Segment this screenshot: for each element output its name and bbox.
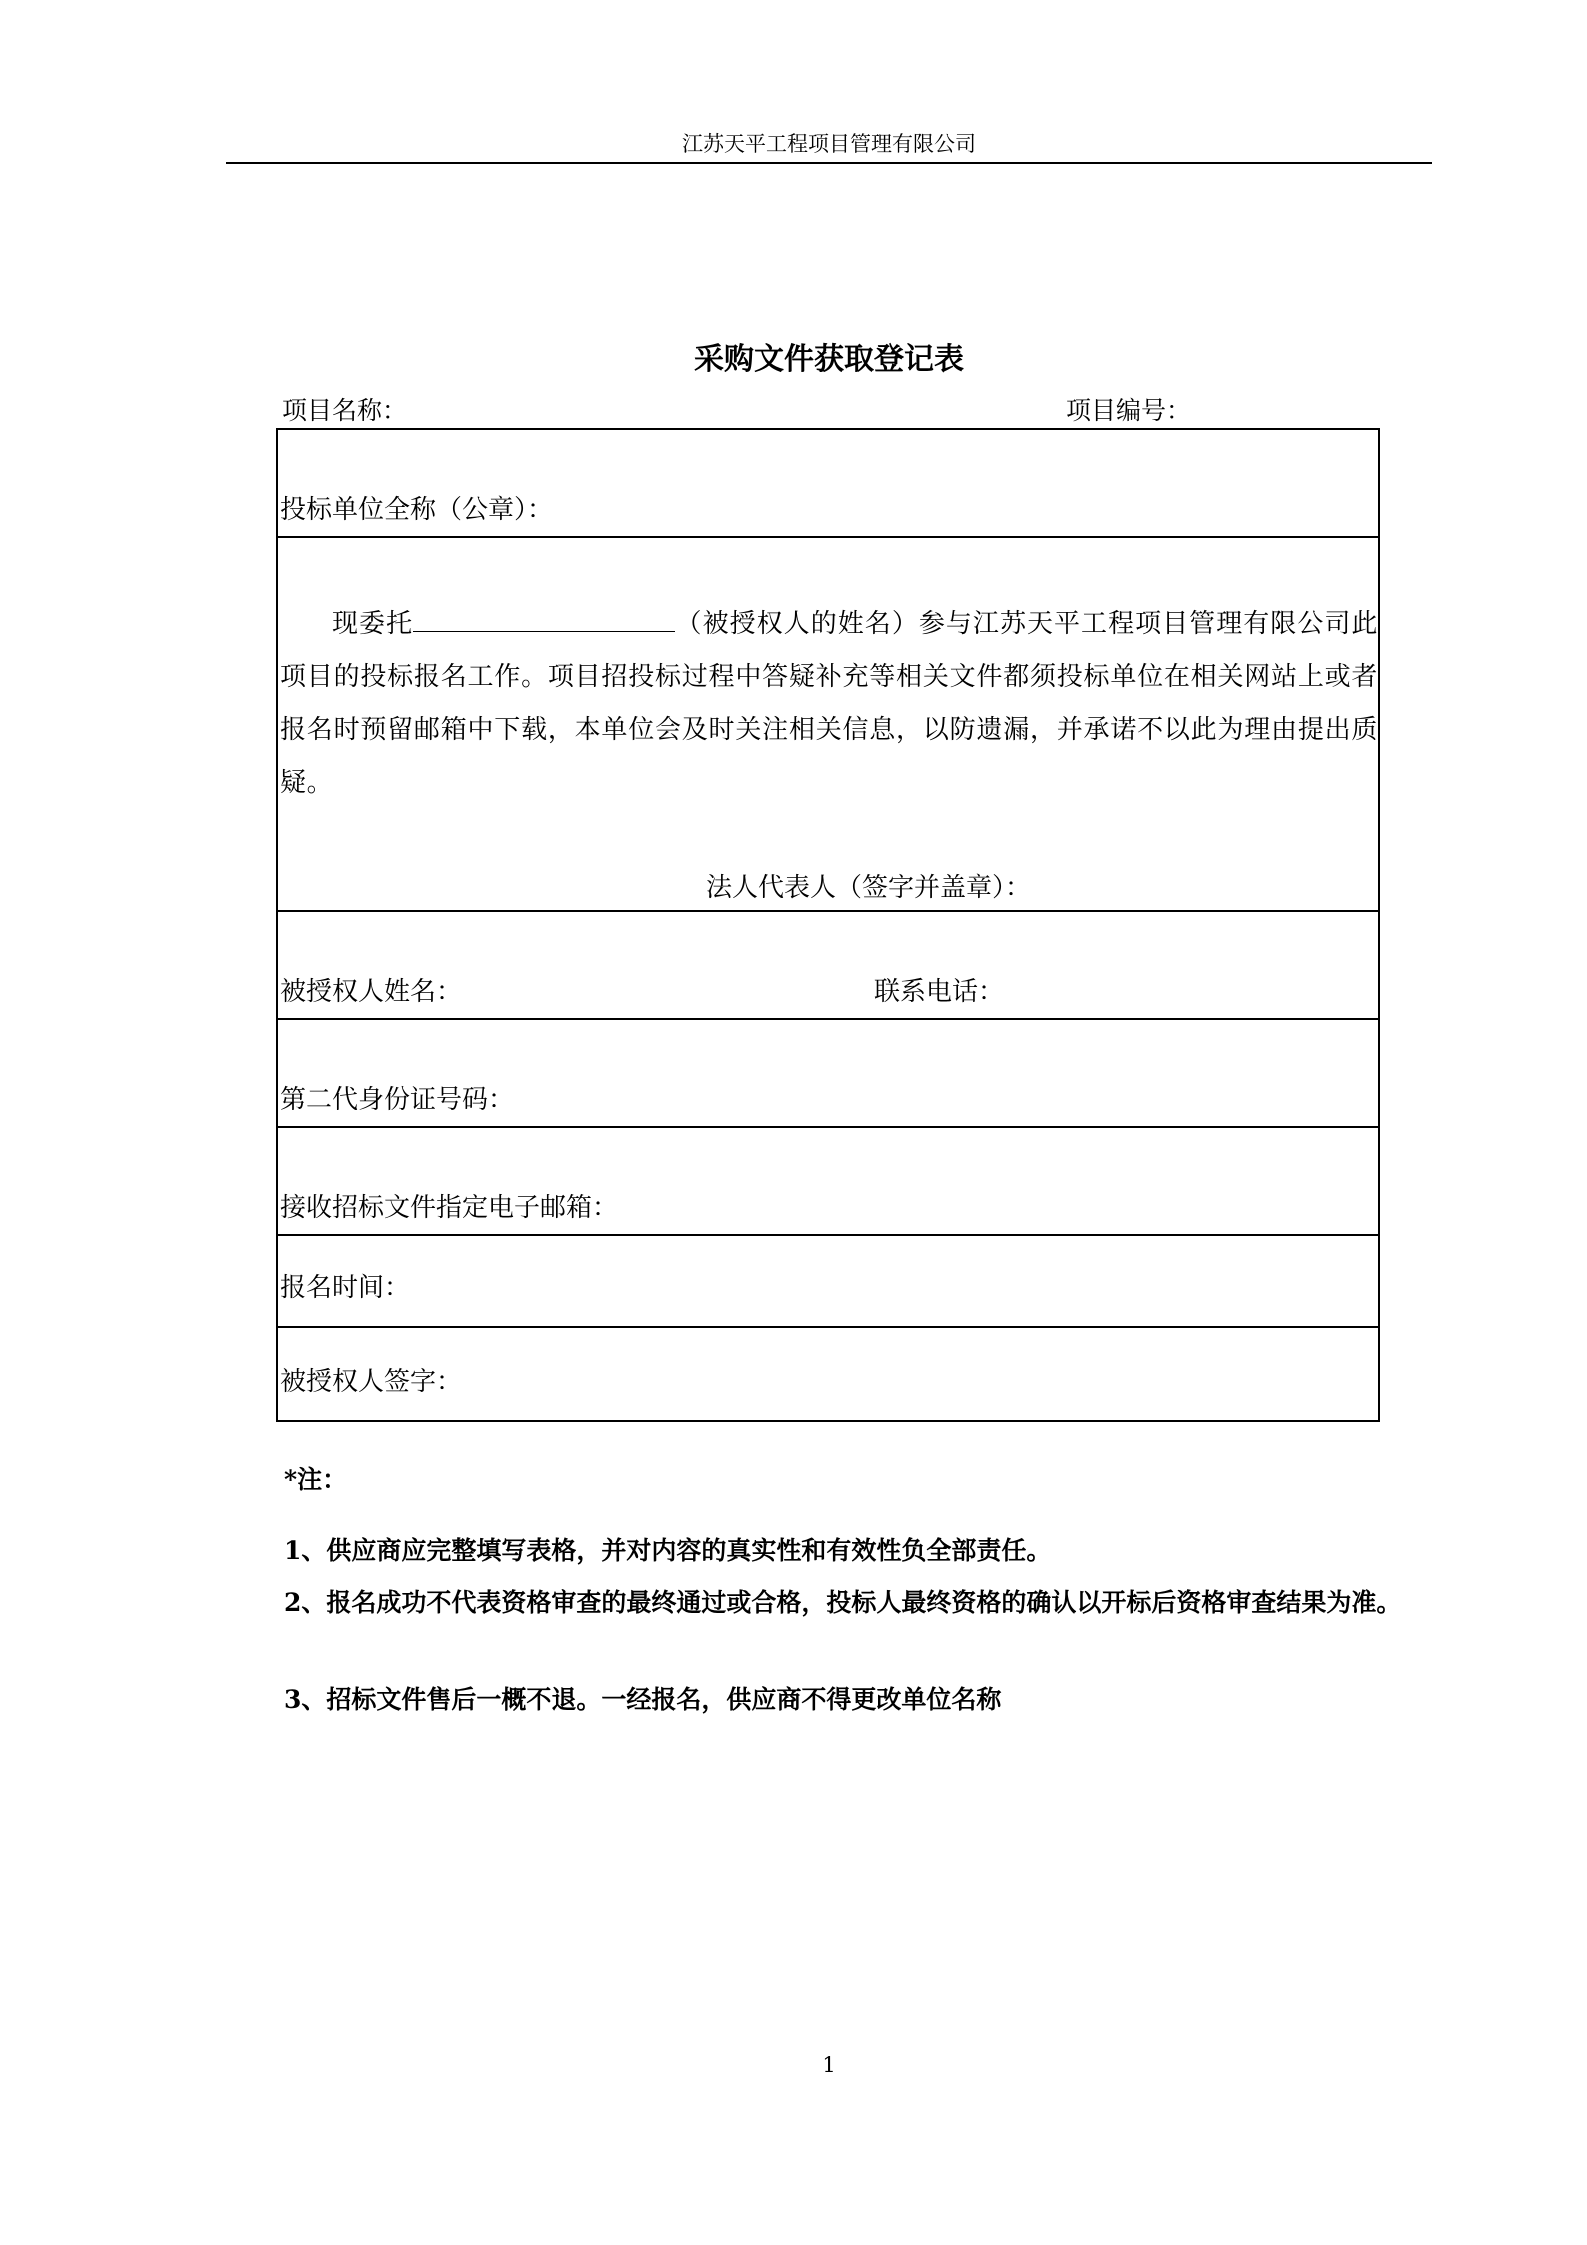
id-number-label: 第二代身份证号码： xyxy=(280,1085,515,1115)
authorized-person-label: 被授权人姓名： xyxy=(280,977,463,1007)
registration-time-label: 报名时间： xyxy=(280,1273,411,1303)
bidder-name-row[interactable] xyxy=(278,430,1378,538)
page-number: 1 xyxy=(822,2053,836,2077)
project-number-label: 项目编号： xyxy=(1066,396,1192,425)
note-item: 1、供应商应完整填写表格，并对内容的真实性和有效性负全部责任。 xyxy=(284,1536,1052,1565)
email-label: 接收招标文件指定电子邮箱： xyxy=(280,1193,619,1223)
notes-heading: *注： xyxy=(284,1465,348,1494)
note-item: 2、报名成功不代表资格审查的最终通过或合格，投标人最终资格的确认以开标后资格审查结果为准。 xyxy=(284,1588,1402,1617)
authorization-statement xyxy=(280,598,1378,810)
authorized-person-row[interactable] xyxy=(278,912,1378,1020)
email-row[interactable] xyxy=(278,1128,1378,1236)
authorized-signature-row[interactable] xyxy=(278,1328,1378,1420)
registration-time-row[interactable] xyxy=(278,1236,1378,1328)
header-divider xyxy=(226,162,1432,164)
header-company-name: 江苏天平工程项目管理有限公司 xyxy=(682,132,976,156)
id-number-row[interactable] xyxy=(278,1020,1378,1128)
authorized-signature-label: 被授权人签字： xyxy=(280,1367,463,1397)
legal-representative-label: 法人代表人（签字并盖章）： xyxy=(706,873,1032,903)
registration-form-table xyxy=(276,428,1380,1422)
authorized-person-blank[interactable] xyxy=(413,607,675,632)
note-item: 3、招标文件售后一概不退。一经报名，供应商不得更改单位名称 xyxy=(284,1685,1002,1714)
form-title: 采购文件获取登记表 xyxy=(694,342,964,377)
project-name-label: 项目名称： xyxy=(282,396,408,425)
phone-label: 联系电话： xyxy=(874,977,1005,1007)
authorization-prefix: 现委托 xyxy=(332,609,414,639)
authorization-row xyxy=(278,538,1378,912)
bidder-name-label: 投标单位全称（公章）： xyxy=(280,495,554,525)
authorization-body: （被授权人的姓名）参与江苏天平工程项目管理有限公司此项目的投标报名工作。项目招投标过程中答疑补充等相关文件都须投标单位在相关网站上或者报名时预留邮箱中下载，本单位会及时关注相关信息，以防遗漏，并承诺不以此为理由提出质疑。 xyxy=(280,609,1378,798)
